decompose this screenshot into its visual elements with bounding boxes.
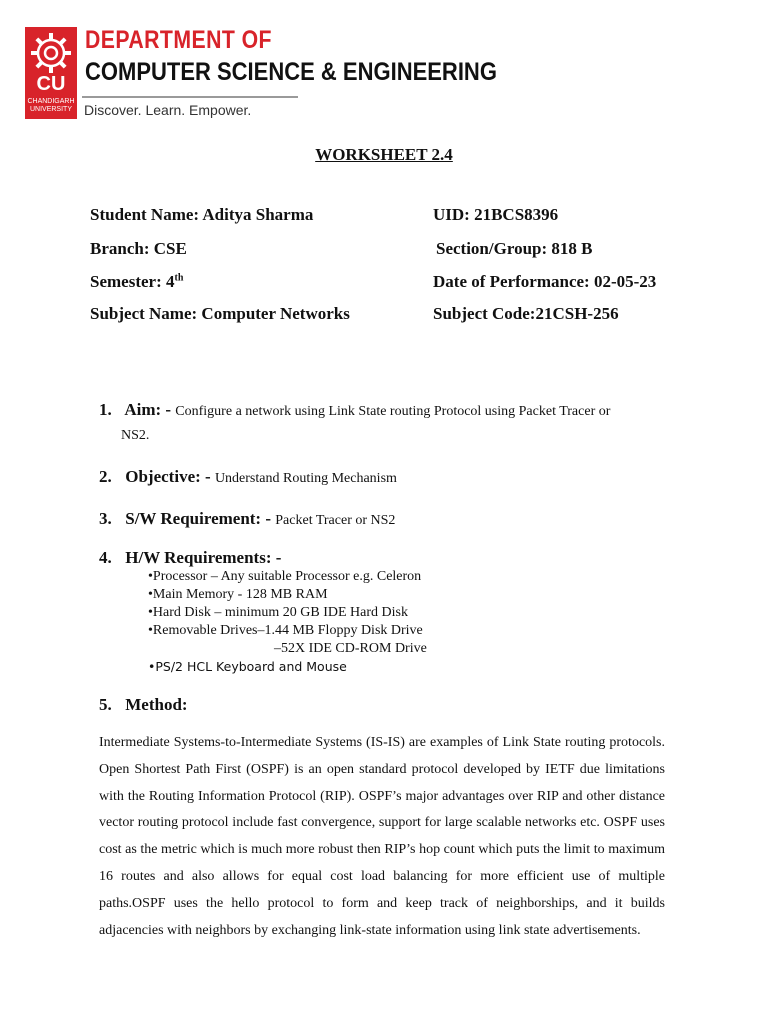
student-name: Student Name: Aditya Sharma xyxy=(90,205,314,224)
logo-university-text: CHANDIGARH UNIVERSITY xyxy=(27,98,75,113)
department-title-line1: DEPARTMENT OF xyxy=(85,26,272,54)
section-number: 5. xyxy=(99,695,112,714)
logo-cu-text: CU xyxy=(36,73,66,95)
section-aim xyxy=(99,400,610,420)
section-sw-requirement xyxy=(99,509,395,529)
tagline: Discover. Learn. Empower. xyxy=(84,102,252,118)
section-aim-cont xyxy=(121,424,149,444)
section-label: Aim: - xyxy=(124,400,172,419)
hw-item: •PS/2 HCL Keyboard and Mouse xyxy=(148,659,347,674)
section-label: S/W Requirement: - xyxy=(125,509,272,528)
semester xyxy=(90,272,183,292)
section-hw-requirements xyxy=(99,548,281,568)
worksheet-title: WORKSHEET 2.4 xyxy=(315,145,453,164)
date-of-performance: Date of Performance: 02-05-23 xyxy=(433,272,657,291)
section-number: 4. xyxy=(99,548,112,567)
section-method xyxy=(99,695,188,715)
subject-name: Subject Name: Computer Networks xyxy=(90,304,350,323)
method-paragraph: Intermediate Systems-to-Intermediate Systems (IS-IS) are examples of Link State routing protocols. Open Shortest Path First (OSPF) is an open standard protocol developed by IETF due limitations with the Routing Information Protocol (RIP). OSPF’s major advantages over RIP and other distance vector routing protocol include fast convergence, support for large scalable networks etc. OSPF uses cost as the metric which is much more robust then RIP’s hop count which puts the limit to maximum 16 routes and also allows for equal cost load balancing for more efficient use of multiple paths.OSPF uses the hello protocol to form and keep track of neighborships, and it builds adjacencies with neighbors by exchanging link-state information using link state advertisements. xyxy=(99,735,665,938)
section-label: Objective: - xyxy=(125,467,211,486)
section-text: Packet Tracer or NS2 xyxy=(275,513,396,528)
section-text-cont: NS2. xyxy=(121,428,150,443)
section-number: 3. xyxy=(99,509,112,528)
section-label: Method: xyxy=(125,695,188,714)
section-number: 1. xyxy=(99,400,112,419)
semester-suffix: th xyxy=(174,272,184,284)
gear-emblem-icon xyxy=(29,31,73,75)
section-objective xyxy=(99,467,397,487)
hw-item: •Processor – Any suitable Processor e.g. Celeron xyxy=(148,569,422,584)
hw-item: •Removable Drives–1.44 MB Floppy Disk Drive xyxy=(148,623,423,638)
uid: UID: 21BCS8396 xyxy=(433,205,559,224)
subject-code: Subject Code:21CSH-256 xyxy=(433,304,619,323)
department-title-line2: COMPUTER SCIENCE & ENGINEERING xyxy=(85,58,497,86)
hw-item: •Main Memory - 128 MB RAM xyxy=(148,587,328,602)
section-text: Understand Routing Mechanism xyxy=(214,471,397,486)
university-logo xyxy=(25,27,77,119)
section-label: H/W Requirements: - xyxy=(125,548,282,567)
section-text: Configure a network using Link State routing Protocol using Packet Tracer or xyxy=(175,404,611,419)
semester-text: Semester: 4 xyxy=(90,272,175,291)
hw-item: –52X IDE CD-ROM Drive xyxy=(274,641,427,656)
section-group: Section/Group: 818 B xyxy=(436,239,593,258)
hw-item: •Hard Disk – minimum 20 GB IDE Hard Disk xyxy=(148,605,408,620)
branch: Branch: CSE xyxy=(90,239,187,258)
section-number: 2. xyxy=(99,467,112,486)
header-divider xyxy=(82,96,298,98)
